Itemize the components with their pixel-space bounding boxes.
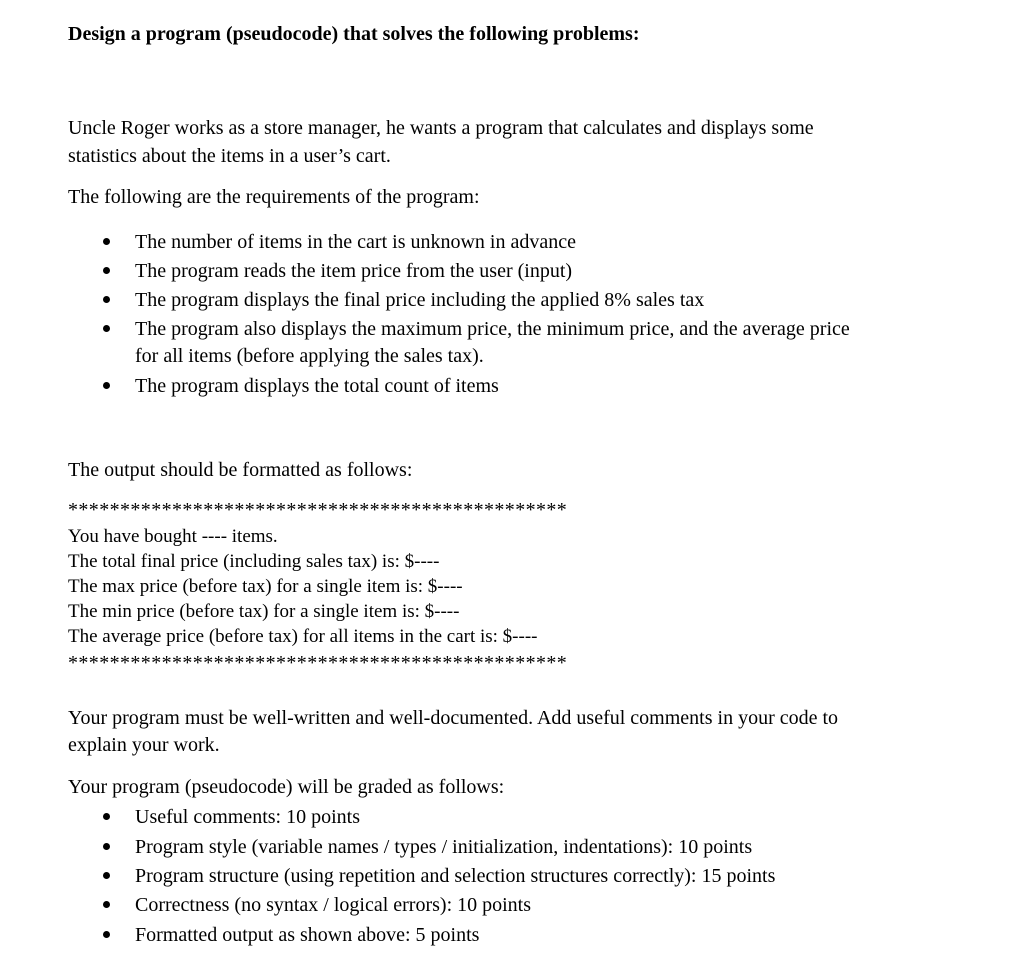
bullet-icon xyxy=(103,238,110,245)
bullet-icon xyxy=(103,382,110,389)
list-item-text: The number of items in the cart is unknown in advance xyxy=(135,231,576,253)
requirements-intro: The following are the requirements of the program: xyxy=(68,186,480,208)
bullet-icon xyxy=(103,843,110,850)
document-heading: Design a program (pseudocode) that solves the following problems: xyxy=(68,23,640,45)
output-line: The total final price (including sales tax) is: $---- xyxy=(68,551,440,572)
bullet-icon xyxy=(103,813,110,820)
grading-intro: Your program (pseudocode) will be graded as follows: xyxy=(68,776,505,798)
intro-line-1: Uncle Roger works as a store manager, he wants a program that calculates and displays some xyxy=(68,117,814,139)
bullet-icon xyxy=(103,267,110,274)
list-item-text: The program displays the final price including the applied 8% sales tax xyxy=(135,289,705,311)
list-item-text: The program displays the total count of items xyxy=(135,375,499,397)
output-line: The min price (before tax) for a single item is: $---- xyxy=(68,601,460,622)
bullet-icon xyxy=(103,325,110,332)
list-item-text: Correctness (no syntax / logical errors): 10 points xyxy=(135,894,532,916)
output-border-bottom: ************************************************ xyxy=(68,652,568,674)
documentation-line-2: explain your work. xyxy=(68,734,220,756)
bullet-icon xyxy=(103,296,110,303)
bullet-icon xyxy=(103,931,110,938)
intro-line-2: statistics about the items in a user’s cart. xyxy=(68,145,391,167)
bullet-icon xyxy=(103,901,110,908)
list-item-text: Useful comments: 10 points xyxy=(135,806,360,828)
documentation-line-1: Your program must be well-written and well-documented. Add useful comments in your code to xyxy=(68,707,839,729)
list-item-text: Program style (variable names / types / initialization, indentations): 10 points xyxy=(135,836,753,858)
list-item-text: Formatted output as shown above: 5 points xyxy=(135,924,480,946)
list-item-text: The program reads the item price from the user (input) xyxy=(135,260,573,282)
list-item-text: Program structure (using repetition and selection structures correctly): 15 points xyxy=(135,865,776,887)
list-item-text-continued: for all items (before applying the sales tax). xyxy=(135,345,484,367)
list-item-text: The program also displays the maximum price, the minimum price, and the average price xyxy=(135,318,850,340)
bullet-icon xyxy=(103,872,110,879)
output-line: You have bought ---- items. xyxy=(68,526,278,547)
output-format-intro: The output should be formatted as follows: xyxy=(68,459,413,481)
output-line: The average price (before tax) for all items in the cart is: $---- xyxy=(68,626,538,647)
output-line: The max price (before tax) for a single item is: $---- xyxy=(68,576,463,597)
output-border-top: ************************************************ xyxy=(68,499,568,521)
